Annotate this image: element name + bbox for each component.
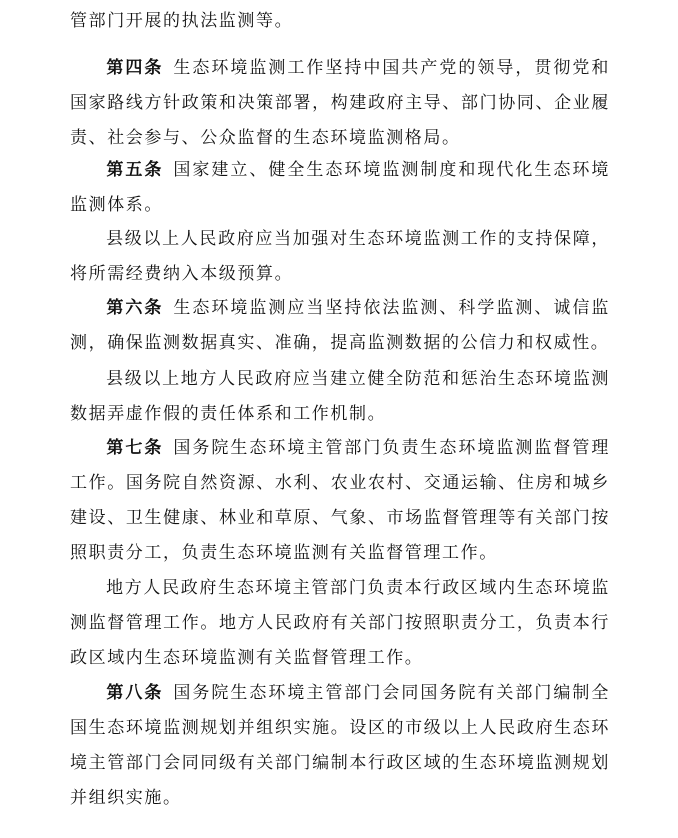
article-label: 第八条 — [106, 683, 164, 703]
paragraph-article-6-sub — [70, 362, 610, 432]
paragraph-text: 国务院生态环境主管部门负责生态环境监测监督管理工作。国务院自然资源、水利、农业农村、交通运输、住房和城乡建设、卫生健康、林业和草原、气象、市场监督管理等有关部门按照职责分工，负责生态环境监测有关监督管理工作。 — [70, 438, 610, 563]
paragraph-article-5-sub — [70, 222, 610, 292]
paragraph-article-4 — [70, 51, 610, 156]
article-label: 第四条 — [106, 58, 164, 78]
paragraph-text: 县级以上人民政府应当加强对生态环境监测工作的支持保障，将所需经费纳入本级预算。 — [70, 229, 610, 284]
article-label: 第五条 — [106, 160, 164, 180]
paragraph-article-7 — [70, 431, 610, 571]
paragraph-article-5 — [70, 153, 610, 223]
paragraph-text: 国家建立、健全生态环境监测制度和现代化生态环境监测体系。 — [70, 160, 610, 215]
paragraph-text: 县级以上地方人民政府应当建立健全防范和惩治生态环境监测数据弄虚作假的责任体系和工作机制。 — [70, 369, 610, 424]
paragraph-text: 生态环境监测工作坚持中国共产党的领导，贯彻党和国家路线方针政策和决策部署，构建政府主导、部门协同、企业履责、社会参与、公众监督的生态环境监测格局。 — [70, 58, 610, 148]
article-label: 第六条 — [106, 298, 164, 318]
paragraph-text: 管部门开展的执法监测等。 — [70, 11, 294, 31]
paragraph-article-6 — [70, 291, 610, 361]
article-label: 第七条 — [106, 438, 164, 458]
paragraph-article-8 — [70, 676, 610, 816]
paragraph-text: 生态环境监测应当坚持依法监测、科学监测、诚信监测，确保监测数据真实、准确，提高监测数据的公信力和权威性。 — [70, 298, 610, 353]
paragraph-text: 地方人民政府生态环境主管部门负责本行政区域内生态环境监测监督管理工作。地方人民政府有关部门按照职责分工，负责本行政区域内生态环境监测有关监督管理工作。 — [70, 578, 610, 668]
paragraph-text: 国务院生态环境主管部门会同国务院有关部门编制全国生态环境监测规划并组织实施。设区的市级以上人民政府生态环境主管部门会同同级有关部门编制本行政区域的生态环境监测规划并组织实施。 — [70, 683, 610, 808]
paragraph-article-7-sub — [70, 571, 610, 676]
paragraph-continuation — [70, 4, 610, 39]
